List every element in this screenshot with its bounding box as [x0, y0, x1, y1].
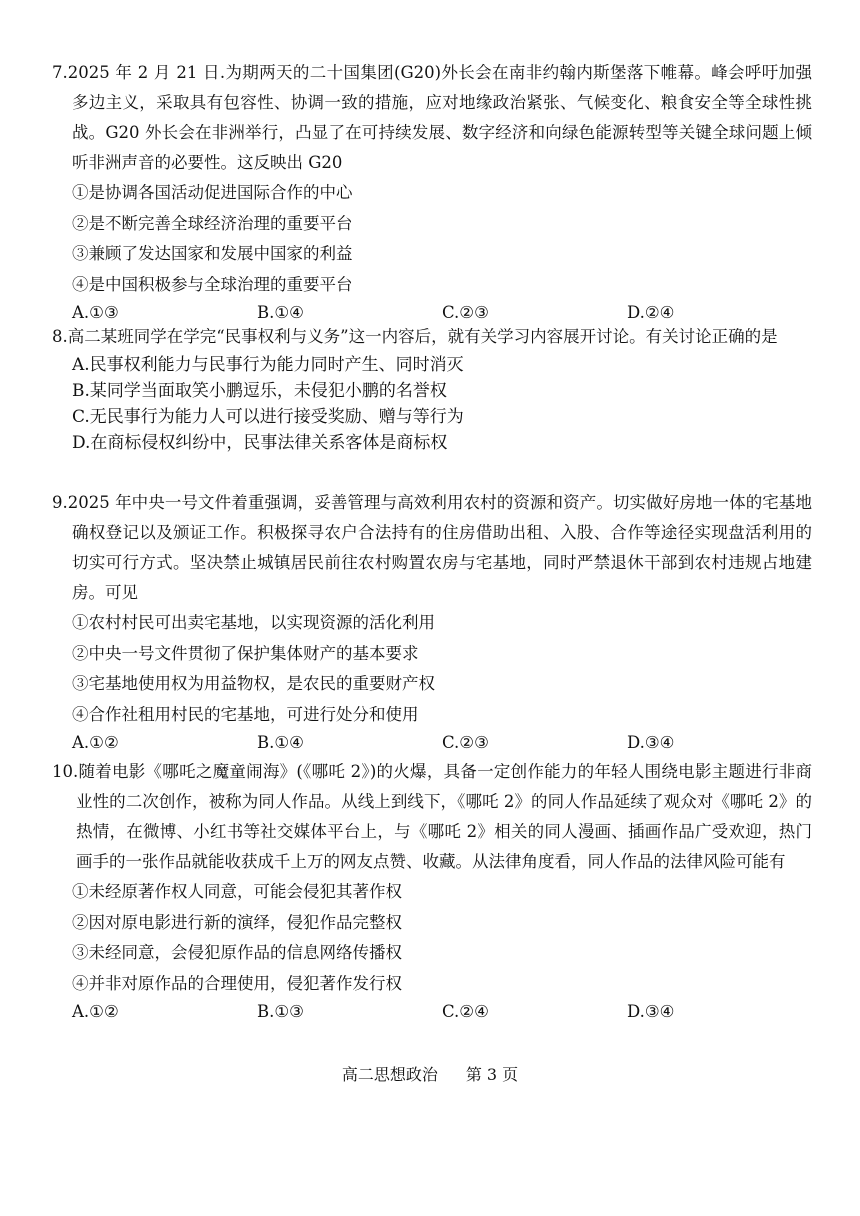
- choice-c[interactable]: C.②③: [442, 733, 489, 752]
- choice-d[interactable]: D.③④: [627, 1002, 675, 1021]
- question-text: 随着电影《哪吒之魔童闹海》(《哪吒 2》)的火爆，具备一定创作能力的年轻人围绕电影主题进行非商业性的二次创作，被称为同人作品。从线上到线下，《哪吒 2》的同人作品延续了观众对《哪吒 2》的热情，在微博、小红书等社交媒体平台上，与《哪吒 2》相关的同人漫画、插画作品广受欢迎，热门画手的一张作品就能收获成千上万的网友点赞、收藏。从法律角度看，同人作品的法律风险可能有: [76, 762, 812, 871]
- option-a[interactable]: A.民事权利能力与民事行为能力同时产生、同时消灭: [72, 355, 464, 375]
- choice-a[interactable]: A.①②: [72, 733, 119, 752]
- statement-2: ②是不断完善全球经济治理的重要平台: [72, 213, 353, 233]
- question-text: 2025 年中央一号文件着重强调，妥善管理与高效利用农村的资源和资产。切实做好房地一体的宅基地确权登记以及颁证工作。积极探寻农户合法持有的住房借助出租、入股、合作等途径实现盘活利用的切实可行方式。坚决禁止城镇居民前往农村购置农房与宅基地，同时严禁退休干部到农村违规占地建房。可见: [67, 493, 812, 602]
- choice-c[interactable]: C.②④: [442, 1002, 489, 1021]
- question-7: [52, 58, 812, 326]
- question-stem: [52, 488, 812, 608]
- choice-b[interactable]: B.①④: [257, 303, 304, 322]
- statement-3: ③宅基地使用权为用益物权，是农民的重要财产权: [72, 674, 435, 693]
- question-number: 8.: [52, 327, 68, 346]
- statement-4: ④并非对原作品的合理使用，侵犯著作发行权: [72, 973, 402, 993]
- question-text: 2025 年 2 月 21 日.为期两天的二十国集团(G20)外长会在南非约翰内斯堡落下帷幕。峰会呼吁加强多边主义，采取具有包容性、协调一致的措施，应对地缘政治紧张、气候变化、粮食安全等全球性挑战。G20 外长会在非洲举行，凸显了在可持续发展、数字经济和向绿色能源转型等关键全球问题上倾听非洲声音的必要性。这反映出 G20: [67, 63, 812, 172]
- choice-d[interactable]: D.②④: [627, 303, 675, 322]
- question-8: [52, 322, 812, 456]
- question-number: 10.: [52, 762, 79, 781]
- question-10: [52, 757, 812, 1025]
- statement-1: ①农村村民可出卖宅基地，以实现资源的活化利用: [72, 613, 435, 632]
- statement-4: ④是中国积极参与全球治理的重要平台: [72, 274, 353, 294]
- question-number: 7.: [52, 63, 68, 82]
- statement-1: ①是协调各国活动促进国际合作的中心: [72, 183, 353, 202]
- question-stem: [52, 58, 812, 178]
- statement-2: ②中央一号文件贯彻了保护集体财产的基本要求: [72, 643, 419, 663]
- question-9: [52, 488, 812, 756]
- option-d[interactable]: D.在商标侵权纠纷中，民事法律关系客体是商标权: [72, 433, 448, 453]
- statement-3: ③兼顾了发达国家和发展中国家的利益: [72, 244, 353, 263]
- answer-choices: [52, 999, 812, 1025]
- statement-1: ①未经原著作权人同意，可能会侵犯其著作权: [72, 882, 402, 901]
- page-footer: [0, 1063, 860, 1087]
- footer-page-number: 第 3 页: [465, 1065, 519, 1084]
- option-c[interactable]: C.无民事行为能力人可以进行接受奖励、赠与等行为: [72, 407, 464, 427]
- choice-b[interactable]: B.①④: [257, 733, 304, 752]
- question-text: 高二某班同学在学完“民事权利与义务”这一内容后，就有关学习内容展开讨论。有关讨论正确的是: [67, 327, 778, 346]
- choice-c[interactable]: C.②③: [442, 303, 489, 322]
- statement-2: ②因对原电影进行新的演绎，侵犯作品完整权: [72, 912, 402, 932]
- choice-a[interactable]: A.①③: [72, 303, 119, 322]
- statement-3: ③未经同意，会侵犯原作品的信息网络传播权: [72, 943, 402, 962]
- choice-a[interactable]: A.①②: [72, 1002, 119, 1021]
- choice-b[interactable]: B.①③: [257, 1002, 304, 1021]
- question-number: 9.: [52, 493, 68, 512]
- answer-choices: [52, 730, 812, 756]
- option-b[interactable]: B.某同学当面取笑小鹏逗乐，未侵犯小鹏的名誉权: [72, 381, 447, 401]
- choice-d[interactable]: D.③④: [627, 733, 675, 752]
- question-stem: [52, 322, 812, 352]
- statement-4: ④合作社租用村民的宅基地，可进行处分和使用: [72, 704, 419, 724]
- question-stem: [52, 757, 812, 877]
- footer-subject: 高二思想政治: [341, 1065, 438, 1084]
